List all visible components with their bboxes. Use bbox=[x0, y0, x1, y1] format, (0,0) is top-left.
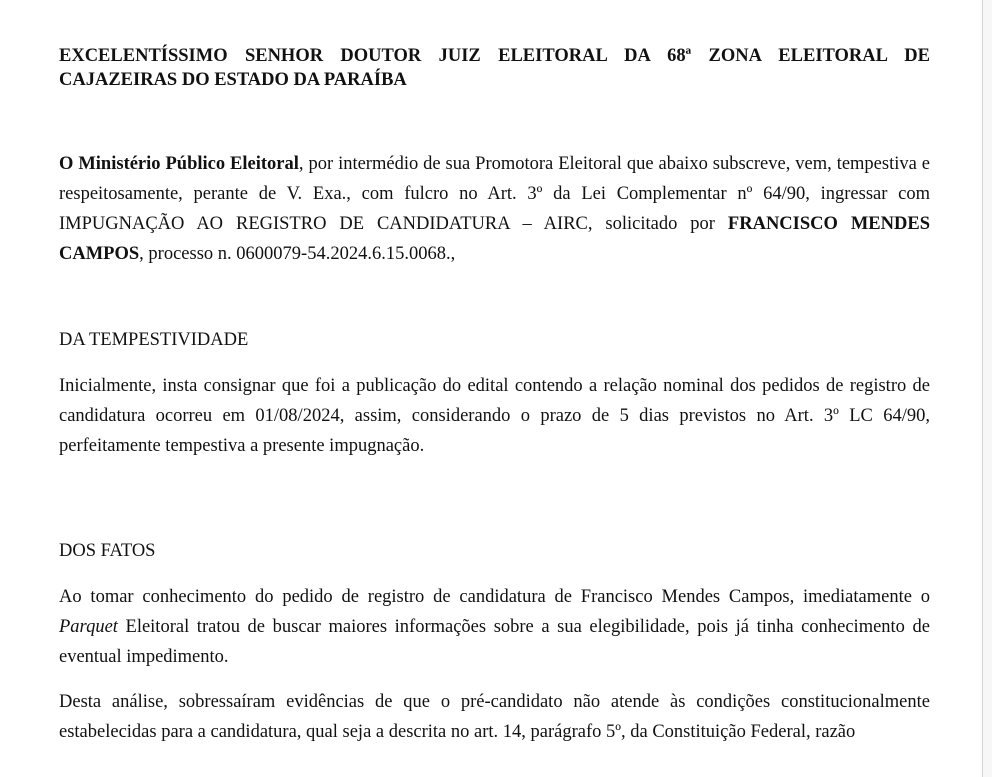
fatos-p1-text-b: Eleitoral tratou de buscar maiores informações sobre a sua elegibilidade, pois já tinha conhecimento de eventual impedimento. bbox=[59, 617, 930, 667]
intro-candidate: FRANCISCO MENDES CAMPOS bbox=[59, 214, 930, 264]
intro-text-1: , por intermédio de sua Promotora Eleitoral que abaixo subscreve, vem, tempestiva e respeitosamente, perante de V. Exa., com fulcro no Art. 3º da Lei Complementar nº 64/90, ingressar com IMPUGNAÇÃO AO REGISTRO DE CANDIDATURA – AIRC, solicitado por bbox=[59, 154, 930, 234]
section-title-tempestividade: DA TEMPESTIVIDADE bbox=[59, 330, 249, 350]
fatos-paragraph-1 bbox=[59, 582, 930, 672]
intro-paragraph bbox=[59, 149, 930, 269]
document-page bbox=[59, 44, 930, 747]
intro-text-2: , processo n. 0600079-54.2024.6.15.0068., bbox=[139, 244, 456, 264]
fatos-p1-text-a: Ao tomar conhecimento do pedido de registro de candidatura de Francisco Mendes Campos, imediatamente o bbox=[59, 587, 930, 607]
page-edge-scrollbar[interactable] bbox=[982, 0, 992, 777]
heading-line-1: EXCELENTÍSSIMO SENHOR DOUTOR JUIZ ELEITORAL DA 68ª ZONA ELEITORAL DE bbox=[59, 46, 930, 66]
fatos-paragraph-2: Desta análise, sobressaíram evidências de que o pré-candidato não atende às condições constitucionalmente estabelecidas para a candidatura, qual seja a descrita no art. 14, parágrafo 5º, da Constituição Federal, razão bbox=[59, 692, 930, 742]
heading-line-2: CAJAZEIRAS DO ESTADO DA PARAÍBA bbox=[59, 70, 407, 90]
document-heading bbox=[59, 44, 930, 92]
section-title-fatos: DOS FATOS bbox=[59, 541, 156, 561]
intro-party: O Ministério Público Eleitoral bbox=[59, 154, 299, 174]
tempestividade-paragraph: Inicialmente, insta consignar que foi a publicação do edital contendo a relação nominal dos pedidos de registro de candidatura ocorreu em 01/08/2024, assim, considerando o prazo de 5 dias previstos no Art. 3º LC 64/90, perfeitamente tempestiva a presente impugnação. bbox=[59, 376, 930, 456]
fatos-p1-italic: Parquet bbox=[59, 617, 118, 637]
